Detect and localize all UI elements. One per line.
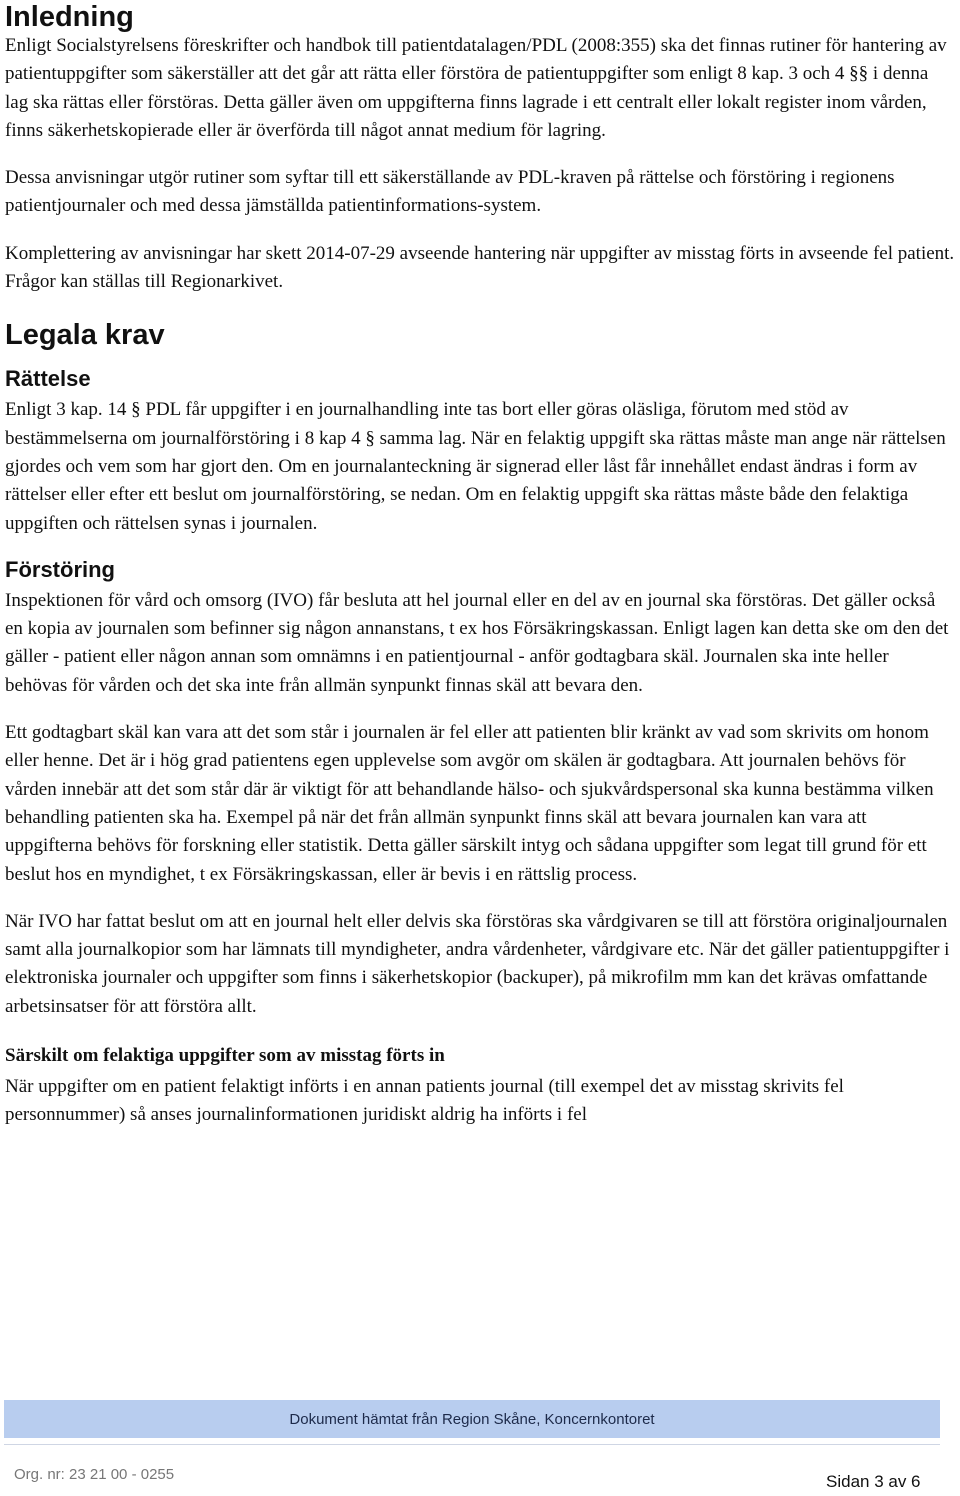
document-page xyxy=(5,0,955,1130)
rattelse-heading: Rättelse xyxy=(5,366,91,392)
rattelse-paragraph: Enligt 3 kap. 14 § PDL får uppgifter i en journalhandling inte tas bort eller göras oläsliga, förutom med stöd av bestämmelserna om journalförstöring i 8 kap 4 § samma lag. När en felaktig uppgift ska rättas måste man ange när rättelsen gjordes och vem som har gjort den. Om en journalanteckning är signerad eller låst får innehållet endast ändras i form av rättelser eller efter ett beslut om journalförstöring, se nedan. Om en felaktig uppgift ska rättas måste både den felaktiga uppgiften och rättelsen synas i journalen. xyxy=(5,399,946,534)
footer-page-number: Sidan 3 av 6 xyxy=(826,1472,921,1491)
footer-source-band xyxy=(4,1400,940,1438)
intro-paragraph-2: Dessa anvisningar utgör rutiner som syftar till ett säkerställande av PDL-kraven på rättelse och förstöring i regionens patientjournaler och med dessa jämställda patientinformations-system. xyxy=(5,167,895,217)
legal-heading: Legala krav xyxy=(5,319,165,352)
forstoring-paragraph-3: När IVO har fattat beslut om att en journal helt eller delvis ska förstöras ska vårdgivaren se till att förstöra originaljournalen samt alla journalkopior som har lämnats till myndigheter, andra vårdenheter, vårdgivare etc. När det gäller patientuppgifter i elektroniska journaler och uppgifter som finns i säkerhetskopior (backuper), på mikrofilm mm kan det krävas omfattande arbetsinsatser för att förstöra allt. xyxy=(5,910,950,1017)
footer-org-number: Org. nr: 23 21 00 - 0255 xyxy=(14,1466,175,1483)
intro-paragraph-3: Komplettering av anvisningar har skett 2014-07-29 avseende hantering när uppgifter av misstag förts in avseende fel patient. Frågor kan ställas till Regionarkivet. xyxy=(5,242,955,293)
misstag-heading: Särskilt om felaktiga uppgifter som av misstag förts in xyxy=(5,1045,445,1067)
footer-divider xyxy=(4,1444,940,1445)
intro-paragraph-1: Enligt Socialstyrelsens föreskrifter och handbok till patientdatalagen/PDL (2008:355) ska det finnas rutiner för hantering av patientuppgifter som säkerställer att det går att rätta eller förstöra de patientuppgifter som enligt 8 kap. 3 och 4 §§ i denna lag ska rättas eller förstöras. Detta gäller även om uppgifterna finns lagrade i ett centralt eller lokalt register inom vården, finns säkerhetskopierade eller är överförda till något annat medium för lagring. xyxy=(5,35,947,141)
footer-source-text: Dokument hämtat från Region Skåne, Koncernkontoret xyxy=(289,1410,655,1428)
forstoring-paragraph-1: Inspektionen för vård och omsorg (IVO) får besluta att hel journal eller en del av en journal ska förstöras. Det gäller också en kopia av journalen som befinner sig någon annanstans, t ex hos Försäkringskassan. Enligt lagen kan detta ske om den det gäller - patient eller någon annan som omnämns i en patientjournal - anför godtagbara skäl. Journalen ska inte heller behövas för vården och det ska inte från allmän synpunkt finnas skäl att bevara den. xyxy=(5,589,949,696)
misstag-paragraph: När uppgifter om en patient felaktigt införts i en annan patients journal (till exempel det av misstag skrivits fel personnummer) så anses journalinformationen juridiskt aldrig ha införts i fel xyxy=(5,1076,844,1126)
forstoring-heading: Förstöring xyxy=(5,556,115,582)
forstoring-paragraph-2: Ett godtagbart skäl kan vara att det som står i journalen är fel eller att patienten blir kränkt av vad som skrivits om honom eller henne. Det är i hög grad patientens egen upplevelse som avgör om skälen är godtagbara. Att journalen behövs för vården innebär att det som står där är viktigt för att behandlande hälso- och sjukvårdspersonal ska kunna bestämma vilken behandling patienten ska ha. Exempel på när det från allmän synpunkt finns skäl att bevara journalen kan vara att uppgifterna behövs för forskning eller statistik. Detta gäller särskilt intyg och sådana uppgifter som legat till grund för ett beslut hos en myndighet, t ex Försäkringskassan, eller är bevis i en rättslig process. xyxy=(5,722,934,885)
intro-heading: Inledning xyxy=(5,1,134,33)
